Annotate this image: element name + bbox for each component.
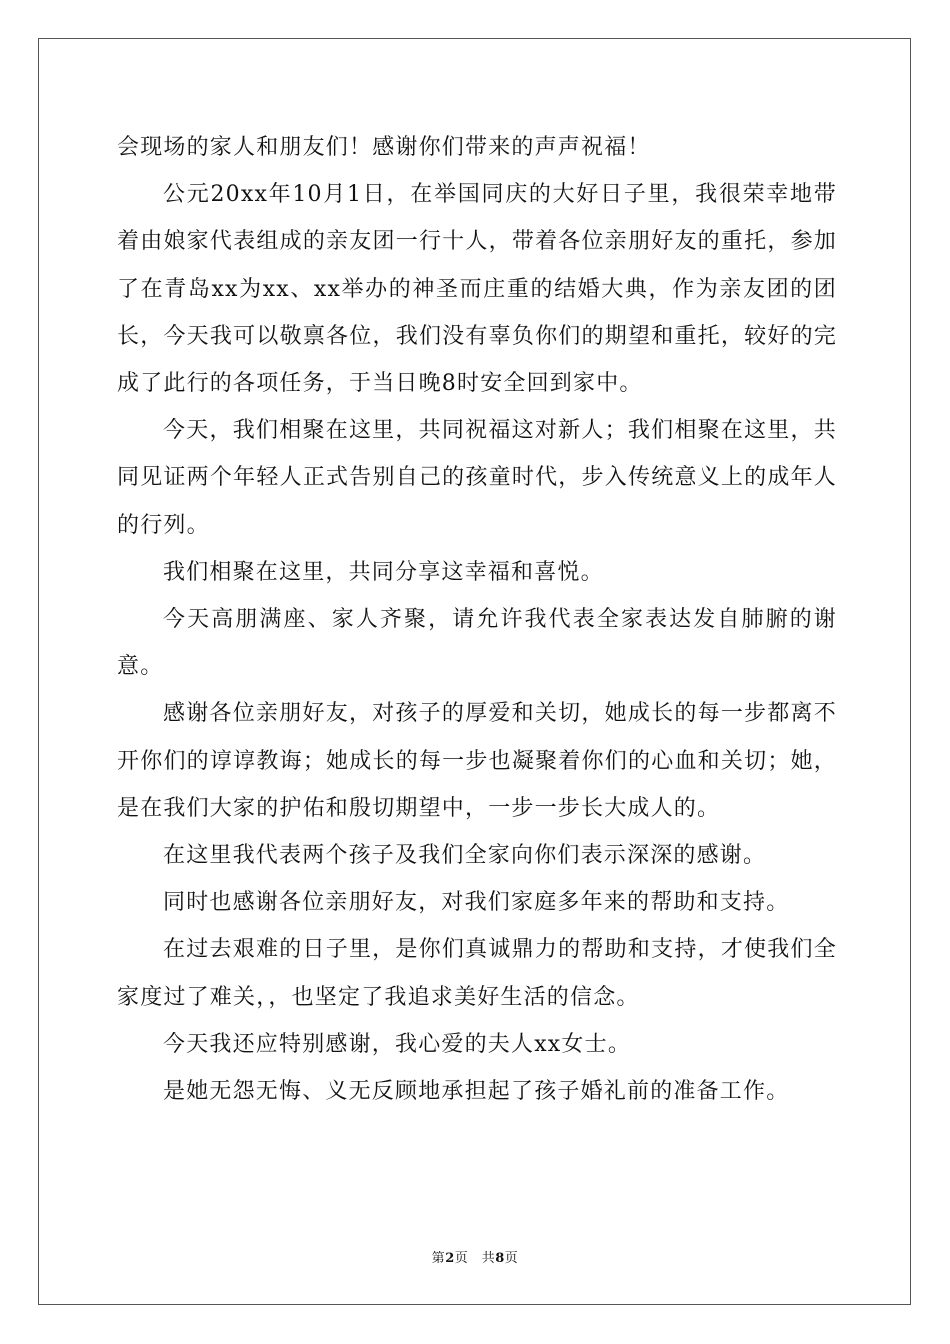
paragraph-11: 是她无怨无悔、义无反顾地承担起了孩子婚礼前的准备工作。 bbox=[163, 1079, 790, 1105]
paragraph-6: 感谢各位亲朋好友，对孩子的厚爱和关切，她成长的每一步都离不开你们的谆谆教诲；她成长的每一步也凝聚着你们的心血和关切；她，是在我们大家的护佑和殷切期望中，一步一步长大成人的。 bbox=[117, 701, 837, 821]
paragraph-5: 今天高朋满座、家人齐聚，请允许我代表全家表达发自肺腑的谢意。 bbox=[117, 607, 837, 680]
paragraph-3: 今天，我们相聚在这里，共同祝福这对新人；我们相聚在这里，共同见证两个年轻人正式告别自己的孩童时代，步入传统意义上的成年人的行列。 bbox=[117, 418, 837, 538]
document-body bbox=[117, 124, 837, 1115]
paragraph-9: 在过去艰难的日子里，是你们真诚鼎力的帮助和支持，才使我们全家度过了难关，，也坚定了我追求美好生活的信念。 bbox=[117, 937, 837, 1010]
footer-page-mid: 页 共 bbox=[454, 1251, 496, 1266]
footer-page-current: 2 bbox=[445, 1251, 455, 1266]
footer-page-suffix: 页 bbox=[504, 1251, 519, 1266]
footer-page-total: 8 bbox=[495, 1251, 505, 1266]
paragraph-10: 今天我还应特别感谢，我心爱的夫人xx女士。 bbox=[163, 1031, 632, 1057]
paragraph-4: 我们相聚在这里，共同分享这幸福和喜悦。 bbox=[163, 559, 604, 585]
paragraph-7: 在这里我代表两个孩子及我们全家向你们表示深深的感谢。 bbox=[163, 843, 767, 869]
paragraph-2: 公元20xx年10月1日，在举国同庆的大好日子里，我很荣幸地带着由娘家代表组成的亲友团一行十人，带着各位亲朋好友的重托，参加了在青岛xx为xx、xx举办的神圣而庄重的结婚大典，作为亲友团的团长，今天我可以敬禀各位，我们没有辜负你们的期望和重托，较好的完成了此行的各项任务，于当日晚8时安全回到家中。 bbox=[117, 182, 837, 397]
paragraph-1: 会现场的家人和朋友们！感谢你们带来的声声祝福！ bbox=[117, 135, 651, 160]
footer-page-prefix: 第 bbox=[431, 1251, 446, 1266]
page-footer bbox=[0, 1250, 950, 1268]
paragraph-8: 同时也感谢各位亲朋好友，对我们家庭多年来的帮助和支持。 bbox=[163, 890, 790, 916]
